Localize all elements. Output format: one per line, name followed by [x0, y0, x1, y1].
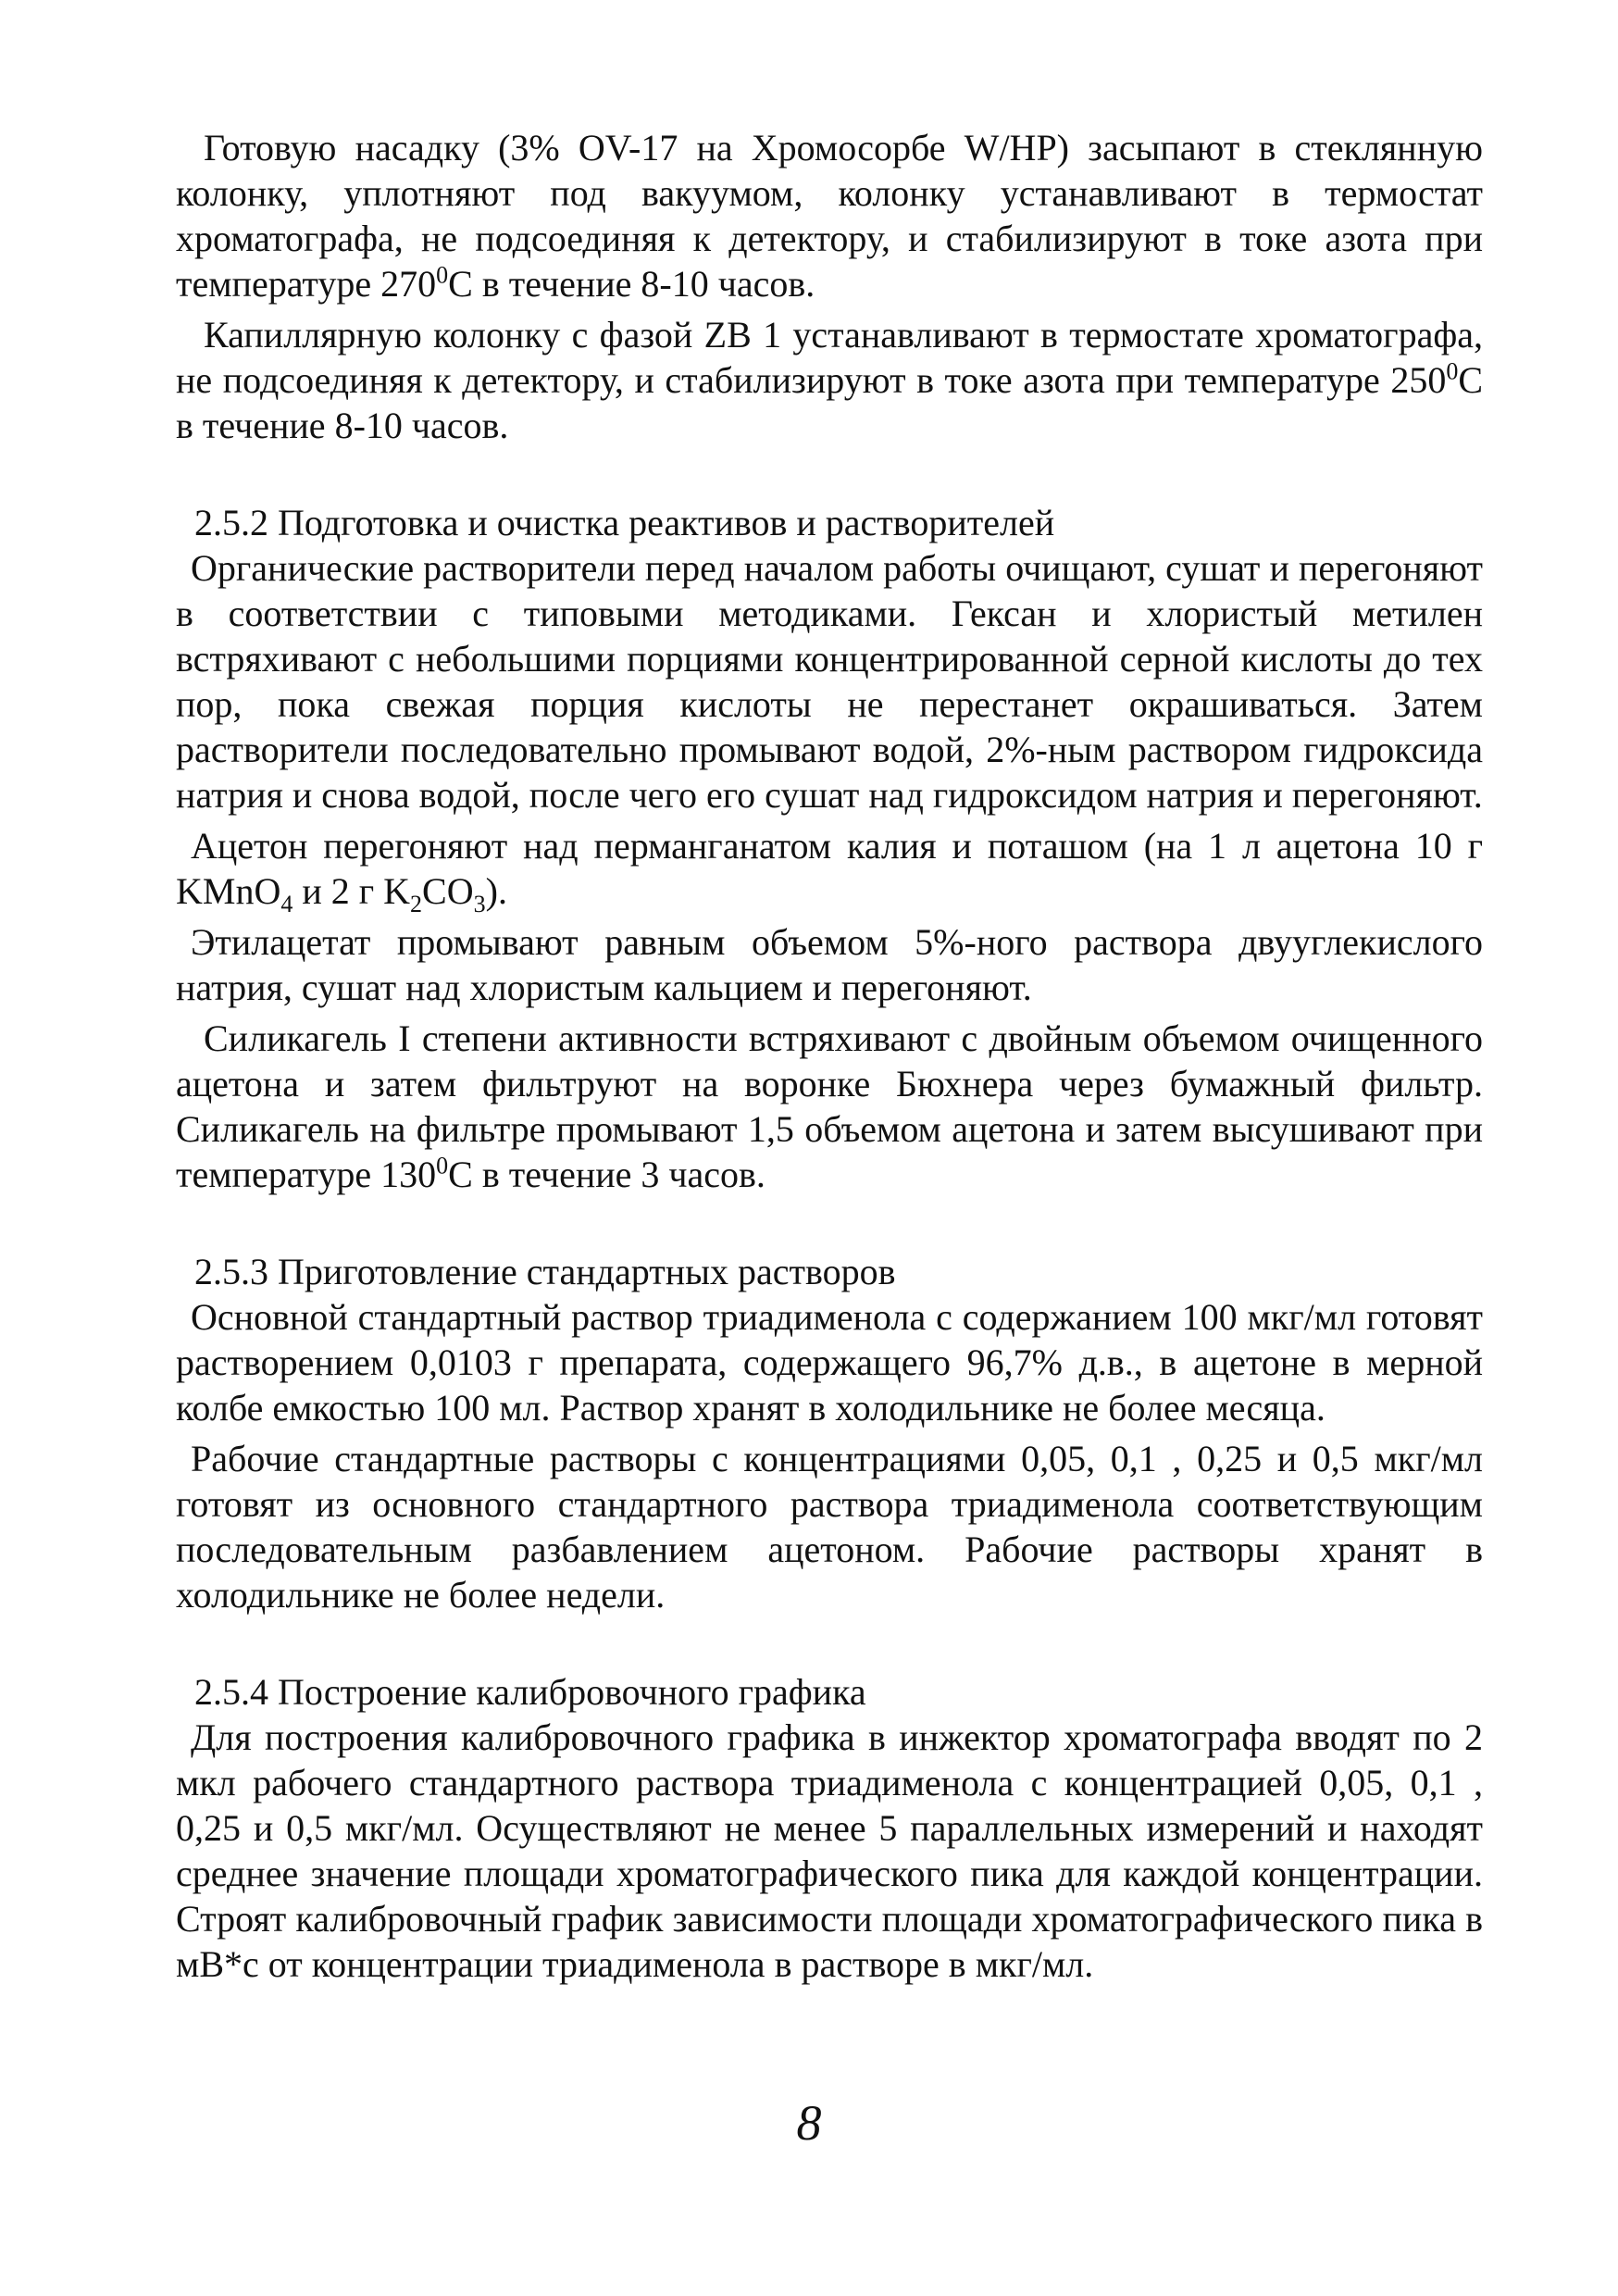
paragraph-solvents: Органические растворители перед началом работы очищают, сушат и перегоняют в соответствии с типовыми методиками. Гексан и хлористый метилен встряхивают с небольшими порциями концентрированной серной кислоты до тех пор, пока свежая порция кислоты не перестанет окрашиваться. Затем растворители последовательно промывают водой, 2%-ным раствором гидроксида натрия и снова водой, после чего его сушат над гидроксидом натрия и перегоняют.: [176, 547, 1483, 816]
paragraph-acetone: Ацетон перегоняют над перманганатом калия и поташом (на 1 л ацетона 10 г KMnO$_4$ и 2 г $K_2CO_3$).: [176, 825, 1483, 917]
paragraph-capillary-column: Капиллярную колонку с фазой ZB 1 устанавливают в термостате хроматографа, не подсоединяя к детектору, и стабилизируют в токе азота при температуре $250^0С$ в течение 8-10 часов.: [176, 314, 1483, 446]
page-number: 8: [796, 2095, 822, 2151]
paragraph-calibration: Для построения калибровочного графика в инжектор хроматографа вводят по 2 мкл рабочего стандартного раствора триадименола с концентрацией 0,05, 0,1 , 0,25 и 0,5 мкг/мл. Осуществляют не менее 5 параллельных измерений и находят среднее значение площади хроматографического пика для каждой концентрации. Строят калибровочный график зависимости площади хроматографического пика в мВ*с от концентрации триадименола в растворе в мкг/мл.: [176, 1716, 1483, 1985]
paragraph-silica-gel: Силикагель I степени активности встряхивают с двойным объемом очищенного ацетона и затем фильтруют на воронке Бюхнера через бумажный фильтр. Силикагель на фильтре промывают 1,5 объемом ацетона и затем высушивают при температуре $130^0С$ в течение 3 часов.: [176, 1017, 1483, 1195]
paragraph-stock-solution: Основной стандартный раствор триадименола с содержанием 100 мкг/мл готовят растворением 0,0103 г препарата, содержащего 96,7% д.в., в ацетоне в мерной колбе емкостью 100 мл. Раствор хранят в холодильнике не более месяца.: [176, 1296, 1483, 1429]
paragraph-ethyl-acetate: Этилацетат промывают равным объемом 5%-ного раствора двууглекислого натрия, сушат над хлористым кальцием и перегоняют.: [176, 921, 1483, 1008]
paragraph-working-solutions: Рабочие стандартные растворы с концентрациями 0,05, 0,1 , 0,25 и 0,5 мкг/мл готовят из основного стандартного раствора триадименола соответствующим последовательным разбавлением ацетоном. Рабочие растворы хранят в холодильнике не более недели.: [176, 1438, 1483, 1616]
section-heading-2-5-2: 2.5.2 Подготовка и очистка реактивов и растворителей: [194, 502, 1055, 543]
section-heading-2-5-3: 2.5.3 Приготовление стандартных растворов: [194, 1251, 896, 1292]
section-heading-2-5-4: 2.5.4 Построение калибровочного графика: [194, 1671, 866, 1713]
page-content: [176, 125, 1483, 1987]
paragraph-packing-column: Готовую насадку (3% OV-17 на Хромосорбе W/HP) засыпают в стеклянную колонку, уплотняют под вакуумом, колонку устанавливают в термостат хроматографа, не подсоединяя к детектору, и стабилизируют в токе азота при температуре $270^0С$ в течение 8-10 часов.: [176, 127, 1483, 305]
